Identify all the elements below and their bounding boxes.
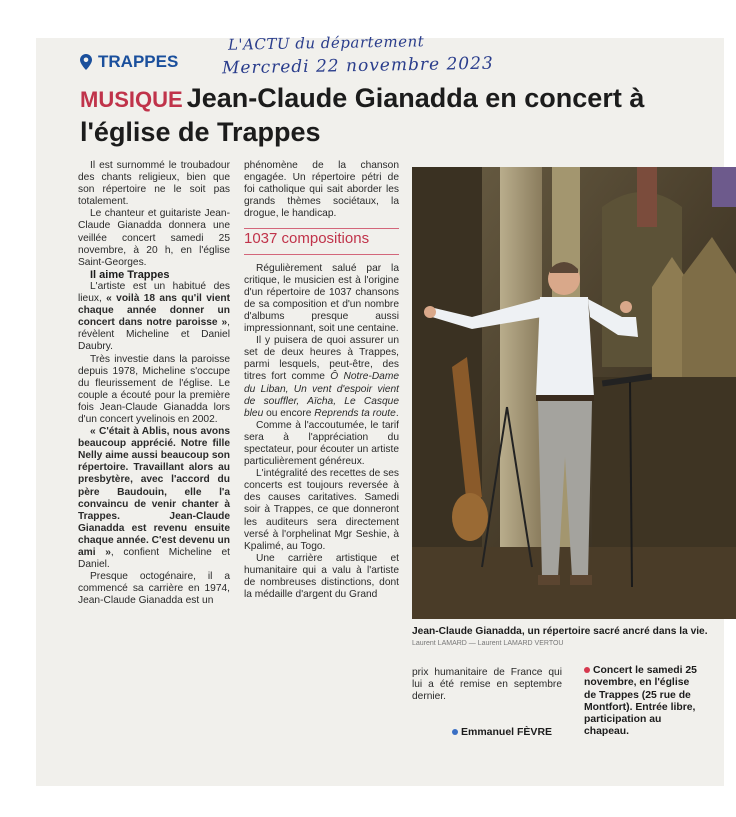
headline [80, 82, 700, 148]
paragraph: Presque octogénaire, il a commencé sa carrière en 1974, Jean-Claude Gianadda est un [78, 571, 230, 607]
concert-photo [412, 167, 736, 619]
text-run: , confient Micheline et Daniel. [78, 547, 230, 571]
text-run: Il y puisera de quoi assurer un set de deux heures à Trappes, parmi lesquels, peut-être, des titres fort comme [244, 335, 399, 383]
location-label: TRAPPES [98, 52, 179, 71]
article-column-3 [412, 667, 562, 703]
subheading: Il aime Trappes [90, 268, 170, 281]
paragraph: Il est surnommé le troubadour des chants religieux, bien que son répertoire ne le soit pas totalement. [78, 160, 230, 208]
bullet-icon [452, 729, 458, 735]
location-pin-icon [80, 54, 92, 70]
photo-caption: Jean-Claude Gianadda, un répertoire sacré ancré dans la vie. [412, 626, 708, 637]
rubric-label: MUSIQUE [80, 87, 183, 112]
photo-credit: Laurent LAMARD — Laurent LAMARD VERTOU [412, 640, 564, 647]
quote: « C'était à Ablis, nous avons beaucoup apprécié. Notre fille Nelly aime aussi beaucoup son répertoire. Travaillant alors au presbytère, avec l'accord du père Baudouin, elle l'a convaincu de venir chanter à Trappes. Jean-Claude Gianadda est revenu ensuite chaque année. C'est devenu un ami » [78, 426, 230, 558]
paragraph: Régulièrement salué par la critique, le musicien est à l'origine d'un répertoire de 1037 chansons de sa composition et d'un nombre d'albums presque aussi impressionnant, soit une centaine. [244, 262, 399, 335]
article-column-1 [78, 160, 230, 607]
bullet-icon [584, 667, 590, 673]
paragraph [78, 281, 230, 354]
author-byline [452, 726, 552, 738]
paragraph: L'intégralité des recettes de ses concerts est toujours reversée à des causes caritatives. Samedi soir à Trappes, ce que donneront les auditeurs sera directement versé à l'orphelinat Mgr Seshie, à Kpalimé, au Togo. [244, 468, 399, 552]
handwritten-date-note: Mercredi 22 novembre 2023 [221, 53, 494, 79]
headline-title: Jean-Claude Gianadda en concert à l'église de Trappes [80, 83, 645, 147]
callout-text: 1037 compositions [244, 230, 370, 248]
song-title: Reprends ta route [314, 407, 396, 419]
paragraph: Une carrière artistique et humanitaire qui a valu à l'artiste de nombreuses distinctions, dont la médaille d'argent du Grand [244, 552, 399, 601]
paragraph [78, 426, 230, 571]
paragraph [244, 335, 399, 420]
song-titles: Ô Notre-Dame du Liban, Un vent d'espoir vient de souffler, Aïcha, Le Casque bleu [244, 371, 400, 419]
location-bar [80, 52, 178, 72]
paragraph: Très investie dans la paroisse depuis 1978, Micheline s'occupe du fleurissement de l'église. Le couple a écouté pour la première fois Jean-Claude Gianadda lors d'un concert yvelinois en 2002. [78, 353, 230, 425]
paragraph: Le chanteur et guitariste Jean-Claude Gianadda donnera une veillée concert samedi 25 novembre, à 20 h, en l'église Saint-Georges. [78, 208, 230, 268]
event-info-box [584, 665, 704, 739]
callout-box [244, 228, 399, 254]
paragraph: prix humanitaire de France qui lui a été remise en septembre dernier. [412, 667, 562, 703]
text-run: L'artiste est un habitué des lieux, [78, 280, 230, 305]
event-info-text: Concert le samedi 25 novembre, en l'église de Trappes (25 rue de Montfort). Entrée libre, participation au chapeau. [584, 665, 697, 738]
paragraph: phénomène de la chanson engagée. Un répertoire pétri de foi catholique qui sait aborder les grands thèmes sociétaux, la drogue, le handicap. [244, 160, 399, 220]
text-run: . [395, 407, 399, 419]
paragraph: Comme à l'accoutumée, le tarif sera à l'appréciation du spectateur, pour écouter un artiste particulièrement généreux. [244, 419, 399, 468]
text-run: , révèlent Micheline et Daniel Daubry. [78, 317, 230, 353]
author-name: Emmanuel FÈVRE [461, 726, 553, 738]
handwritten-source-note: L'ACTU du département [227, 32, 425, 54]
quote: « voilà 18 ans qu'il vient chaque année donner un concert dans notre paroisse » [78, 293, 230, 329]
text-run: ou encore [263, 407, 315, 419]
article-column-2 [244, 160, 399, 601]
